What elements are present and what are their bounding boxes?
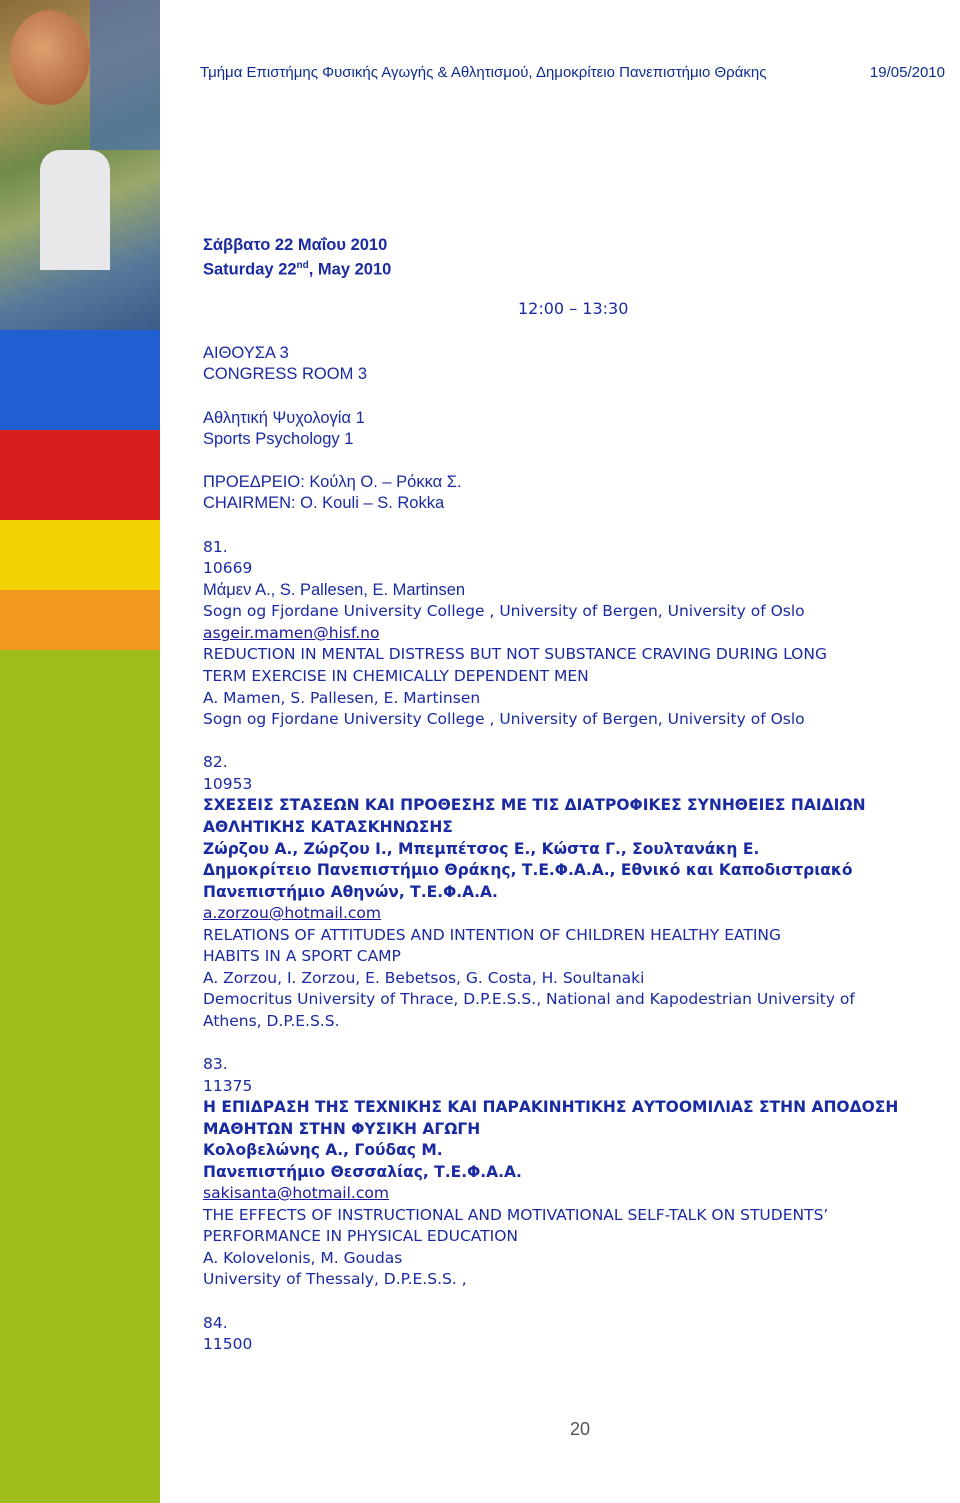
entry-82-title-gr-2: ΑΘΛΗΤΙΚΗΣ ΚΑΤΑΣΚΗΝΩΣΗΣ bbox=[203, 818, 453, 836]
band-blue bbox=[0, 330, 160, 430]
entry-81-authors-native: Μάμεν Α., S. Pallesen, E. Martinsen bbox=[203, 581, 466, 599]
session-chair-gr: ΠΡΟΕΔΡΕΙΟ: Κούλη Ο. – Ρόκκα Σ. bbox=[203, 473, 462, 491]
header-date: 19/05/2010 bbox=[869, 64, 945, 81]
session-topic-gr: Αθλητική Ψυχολογία 1 bbox=[203, 409, 365, 427]
header-title: Τμήμα Επιστήμης Φυσικής Αγωγής & Αθλητισμού, Δημοκρίτειο Πανεπιστήμιο Θράκης bbox=[200, 64, 767, 81]
entry-81-title-en-2: TERM EXERCISE IN CHEMICALLY DEPENDENT MEN bbox=[203, 667, 589, 685]
entry-82-email-link[interactable]: a.zorzou@hotmail.com bbox=[203, 904, 381, 922]
entry-83-number: 83. bbox=[203, 1055, 228, 1073]
entry-83-code: 11375 bbox=[203, 1077, 253, 1095]
entry-82-title-en-2: HABITS IN A SPORT CAMP bbox=[203, 947, 401, 965]
entry-82-affiliation-en-1: Democritus University of Thrace, D.P.E.S.S., National and Kapodestrian University of bbox=[203, 990, 855, 1008]
entry-81-affiliation-native: Sogn og Fjordane University College , University of Bergen, University of Oslo bbox=[203, 602, 805, 620]
band-yellow bbox=[0, 520, 160, 590]
decorative-sidebar bbox=[0, 0, 160, 1503]
entry-81-code: 10669 bbox=[203, 559, 253, 577]
entry-83-email-link[interactable]: sakisanta@hotmail.com bbox=[203, 1184, 389, 1202]
session-date-en-main: Saturday 22 bbox=[203, 260, 297, 279]
session-room-en: CONGRESS ROOM 3 bbox=[203, 365, 368, 383]
entry-83-authors-gr: Κολοβελώνης Α., Γούδας Μ. bbox=[203, 1141, 443, 1159]
session-chair-en: CHAIRMEN: O. Kouli – S. Rokka bbox=[203, 494, 445, 512]
sidebar-photo bbox=[0, 0, 160, 330]
session-date-en-rest: , May 2010 bbox=[308, 260, 392, 279]
entry-83-affiliation-en: University of Thessaly, D.P.E.S.S. , bbox=[203, 1270, 467, 1288]
session-date-en-sup: nd bbox=[296, 260, 309, 271]
session-topic-en: Sports Psychology 1 bbox=[203, 430, 354, 448]
entry-81-number: 81. bbox=[203, 538, 228, 556]
photo-sky bbox=[90, 0, 160, 150]
entry-82-affiliation-gr-1: Δημοκρίτειο Πανεπιστήμιο Θράκης, Τ.Ε.Φ.Α.Α., Εθνικό και Καποδιστριακό bbox=[203, 861, 853, 879]
session-date-en bbox=[203, 256, 391, 280]
page-header bbox=[200, 64, 945, 86]
entry-82-affiliation-gr-2: Πανεπιστήμιο Αθηνών, Τ.Ε.Φ.Α.Α. bbox=[203, 883, 498, 901]
band-green bbox=[0, 650, 160, 1503]
entry-83-title-gr-2: ΜΑΘΗΤΩΝ ΣΤΗΝ ΦΥΣΙΚΗ ΑΓΩΓΗ bbox=[203, 1120, 481, 1138]
session-date-gr: Σάββατο 22 Μαΐου 2010 bbox=[203, 236, 388, 254]
entry-83-title-gr-1: Η ΕΠΙΔΡΑΣΗ ΤΗΣ ΤΕΧΝΙΚΗΣ ΚΑΙ ΠΑΡΑΚΙΝΗΤΙΚΗΣ ΑΥΤΟΟΜΙΛΙΑΣ ΣΤΗΝ ΑΠΟΔΟΣΗ bbox=[203, 1098, 899, 1116]
entry-84-code: 11500 bbox=[203, 1335, 253, 1353]
entry-82-title-en-1: RELATIONS OF ATTITUDES AND INTENTION OF CHILDREN HEALTHY EATING bbox=[203, 926, 782, 944]
photo-runner bbox=[40, 150, 110, 270]
entry-82-title-gr-1: ΣΧΕΣΕΙΣ ΣΤΑΣΕΩΝ ΚΑΙ ΠΡΟΘΕΣΗΣ ΜΕ ΤΙΣ ΔΙΑΤΡΟΦΙΚΕΣ ΣΥΝΗΘΕΙΕΣ ΠΑΙΔΙΩΝ bbox=[203, 796, 866, 814]
session-room-gr: ΑΙΘΟΥΣΑ 3 bbox=[203, 344, 289, 362]
entry-82-number: 82. bbox=[203, 753, 228, 771]
entry-81-title-en-1: REDUCTION IN MENTAL DISTRESS BUT NOT SUBSTANCE CRAVING DURING LONG bbox=[203, 645, 827, 663]
entry-82-code: 10953 bbox=[203, 775, 253, 793]
page-number: 20 bbox=[570, 1419, 591, 1439]
entry-81-affiliation-en: Sogn og Fjordane University College , University of Bergen, University of Oslo bbox=[203, 710, 805, 728]
entry-83-affiliation-gr: Πανεπιστήμιο Θεσσαλίας, Τ.Ε.Φ.Α.Α. bbox=[203, 1163, 522, 1181]
band-red bbox=[0, 430, 160, 520]
entry-82-authors-en: A. Zorzou, I. Zorzou, E. Bebetsos, G. Costa, H. Soultanaki bbox=[203, 969, 645, 987]
photo-child-face bbox=[10, 10, 90, 105]
entry-83-authors-en: A. Kolovelonis, M. Goudas bbox=[203, 1249, 403, 1267]
entry-82-affiliation-en-2: Athens, D.P.E.S.S. bbox=[203, 1012, 340, 1030]
band-orange bbox=[0, 590, 160, 650]
entry-83-title-en-2: PERFORMANCE IN PHYSICAL EDUCATION bbox=[203, 1227, 519, 1245]
entry-81-email-link[interactable]: asgeir.mamen@hisf.no bbox=[203, 624, 380, 642]
entry-81-authors-en: A. Mamen, S. Pallesen, E. Martinsen bbox=[203, 689, 481, 707]
entry-83-title-en-1: THE EFFECTS OF INSTRUCTIONAL AND MOTIVATIONAL SELF-TALK ON STUDENTS’ bbox=[203, 1206, 829, 1224]
entry-84-number: 84. bbox=[203, 1314, 228, 1332]
session-time: 12:00 – 13:30 bbox=[518, 299, 629, 318]
entry-82-authors-gr: Ζώρζου Α., Ζώρζου Ι., Μπεμπέτσος Ε., Κώστα Γ., Σουλτανάκη Ε. bbox=[203, 840, 760, 858]
